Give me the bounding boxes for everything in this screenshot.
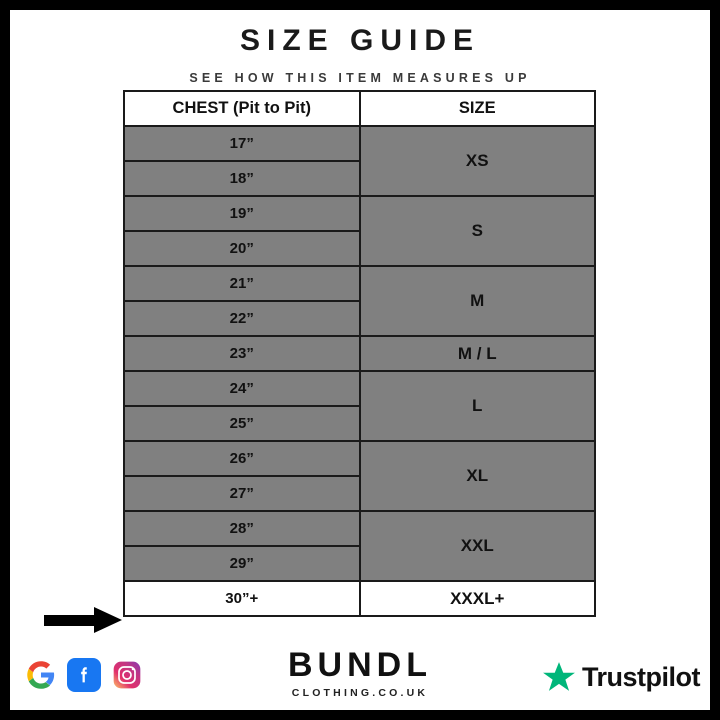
table-row-highlighted: [124, 581, 595, 616]
brand-domain: CLOTHING.CO.UK: [291, 687, 429, 699]
pointer-arrow-icon: [44, 607, 124, 633]
size-table-wrapper: [123, 90, 596, 617]
chest-value: 28”: [124, 511, 360, 546]
arrow-shaft: [44, 615, 96, 626]
header-chest: CHEST (Pit to Pit): [124, 91, 360, 126]
size-value: S: [360, 196, 596, 266]
chest-value: 24”: [124, 371, 360, 406]
table-row: [124, 371, 595, 406]
chest-value: 25”: [124, 406, 360, 441]
brand-logo: [10, 648, 710, 699]
page-title: SIZE GUIDE: [239, 24, 481, 57]
table-row: [124, 196, 595, 231]
size-value: XS: [360, 126, 596, 196]
chest-value: 20”: [124, 231, 360, 266]
table-header-row: [124, 91, 595, 126]
table-row: [124, 441, 595, 476]
chest-value: 22”: [124, 301, 360, 336]
chest-value: 26”: [124, 441, 360, 476]
table-row: [124, 266, 595, 301]
brand-name: BUNDL: [288, 646, 432, 684]
chest-value: 27”: [124, 476, 360, 511]
chest-value: 18”: [124, 161, 360, 196]
size-value: XL: [360, 441, 596, 511]
page-subtitle: SEE HOW THIS ITEM MEASURES UP: [189, 71, 531, 85]
chest-value: 29”: [124, 546, 360, 581]
header-size: SIZE: [360, 91, 596, 126]
arrow-head: [94, 607, 122, 633]
size-value: XXL: [360, 511, 596, 581]
size-value: M: [360, 266, 596, 336]
chest-value: 30”+: [124, 581, 360, 616]
size-value: L: [360, 371, 596, 441]
table-row: [124, 336, 595, 371]
chest-value: 23”: [124, 336, 360, 371]
chest-value: 17”: [124, 126, 360, 161]
size-value: M / L: [360, 336, 596, 371]
table-row: [124, 126, 595, 161]
size-guide-card: [10, 10, 710, 710]
chest-value: 21”: [124, 266, 360, 301]
table-row: [124, 511, 595, 546]
chest-value: 19”: [124, 196, 360, 231]
size-value: XXXL+: [360, 581, 596, 616]
trustpilot-label: Trustpilot: [582, 661, 700, 692]
size-table: [123, 90, 596, 617]
